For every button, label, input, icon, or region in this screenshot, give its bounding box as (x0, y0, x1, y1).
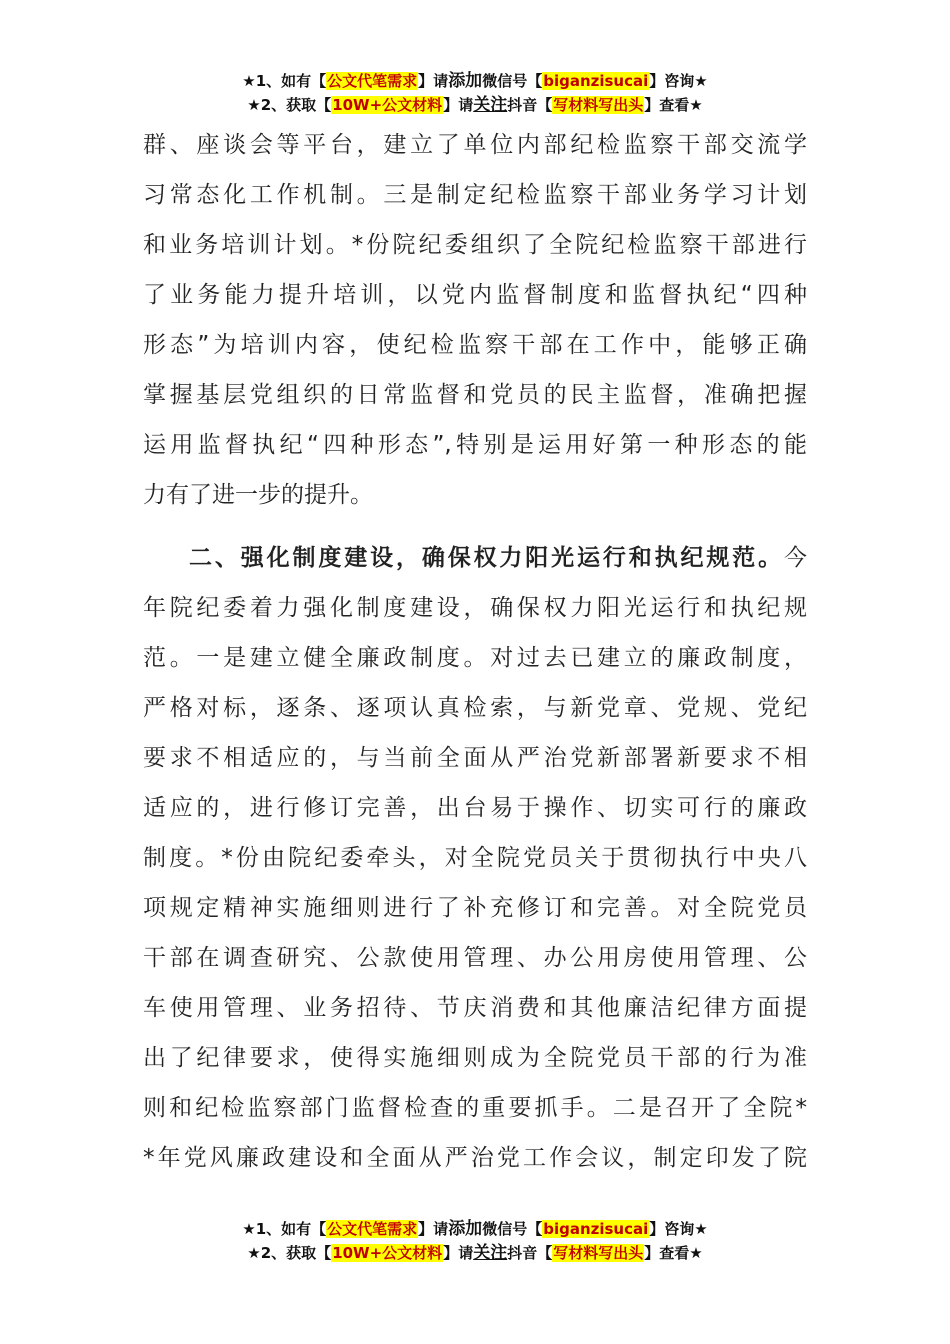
banner-text: ★2、获取【 (247, 96, 332, 114)
banner-emphasis: 关注 (473, 95, 508, 115)
banner-highlight: 10W+公文材料 (332, 96, 443, 114)
text-line: 严格对标，逐条、逐项认真检索，与新党章、党规、党纪 (143, 695, 807, 721)
text-fragment: 今 (784, 545, 807, 571)
banner-text: 】请 (443, 96, 474, 114)
banner-text: 微信号【 (482, 72, 543, 90)
text-line: 运用监督执纪“四种形态”,特别是运用好第一种形态的能 (143, 432, 807, 458)
banner-text: 微信号【 (482, 1220, 543, 1238)
footer-banner (0, 1217, 950, 1265)
banner-text: 】请 (443, 1244, 474, 1262)
banner-highlight: 10W+公文材料 (332, 1244, 443, 1262)
banner-text: 】咨询★ (649, 72, 708, 90)
text-line: 年院纪委着力强化制度建设，确保权力阳光运行和执纪规 (143, 595, 807, 621)
text-line: 适应的，进行修订完善，出台易于操作、切实可行的廉政 (143, 795, 807, 821)
banner-wechat-id: biganzisucai (543, 1220, 649, 1238)
banner-text: ★2、获取【 (247, 1244, 332, 1262)
banner-text: 】请 (418, 72, 449, 90)
banner-highlight: 写材料写出头 (553, 1244, 644, 1262)
text-line: 出了纪律要求，使得实施细则成为全院党员干部的行为准 (143, 1045, 807, 1071)
banner-highlight: 写材料写出头 (553, 96, 644, 114)
banner-highlight: 公文代笔需求 (327, 1220, 418, 1238)
banner-line-1 (0, 1217, 950, 1241)
banner-line-2 (0, 1241, 950, 1265)
banner-text: 】查看★ (644, 96, 703, 114)
text-line: 群、座谈会等平台，建立了单位内部纪检监察干部交流学 (143, 132, 807, 158)
text-line: 项规定精神实施细则进行了补充修订和完善。对全院党员 (143, 895, 807, 921)
section-heading-line (143, 533, 807, 583)
banner-text: 抖音【 (507, 96, 553, 114)
banner-emphasis: 添加 (448, 1219, 483, 1239)
banner-wechat-id: biganzisucai (543, 72, 649, 90)
banner-emphasis: 添加 (448, 71, 483, 91)
text-line: 要求不相适应的，与当前全面从严治党新部署新要求不相 (143, 745, 807, 771)
text-line: 范。一是建立健全廉政制度。对过去已建立的廉政制度， (143, 645, 807, 671)
text-line: 习常态化工作机制。三是制定纪检监察干部业务学习计划 (143, 182, 807, 208)
banner-text: 】咨询★ (649, 1220, 708, 1238)
banner-text: ★1、如有【 (242, 72, 327, 90)
text-line: 掌握基层党组织的日常监督和党员的民主监督，准确把握 (143, 382, 807, 408)
paragraph-1 (143, 120, 807, 520)
banner-line-2 (0, 93, 950, 117)
banner-text: 抖音【 (507, 1244, 553, 1262)
banner-text: 】请 (418, 1220, 449, 1238)
text-line: 形态”为培训内容，使纪检监察干部在工作中，能够正确 (143, 332, 807, 358)
banner-line-1 (0, 69, 950, 93)
text-line: 则和纪检监察部门监督检查的重要抓手。二是召开了全院* (143, 1095, 807, 1121)
text-line: 和业务培训计划。*份院纪委组织了全院纪检监察干部进行 (143, 232, 807, 258)
text-line: 制度。*份由院纪委牵头，对全院党员关于贯彻执行中央八 (143, 845, 807, 871)
paragraph-2 (143, 533, 807, 1183)
text-line: 力有了进一步的提升。 (143, 482, 373, 508)
text-line: 了业务能力提升培训，以党内监督制度和监督执纪“四种 (143, 282, 807, 308)
banner-text: ★1、如有【 (242, 1220, 327, 1238)
section-heading: 二、强化制度建设，确保权力阳光运行和执纪规范。 (189, 545, 784, 571)
banner-emphasis: 关注 (473, 1243, 508, 1263)
banner-highlight: 公文代笔需求 (327, 72, 418, 90)
document-body (143, 120, 807, 1183)
text-line: 干部在调查研究、公款使用管理、办公用房使用管理、公 (143, 945, 807, 971)
text-line: 车使用管理、业务招待、节庆消费和其他廉洁纪律方面提 (143, 995, 807, 1021)
header-banner (0, 69, 950, 117)
text-line: *年党风廉政建设和全面从严治党工作会议，制定印发了院 (143, 1145, 807, 1171)
banner-text: 】查看★ (644, 1244, 703, 1262)
